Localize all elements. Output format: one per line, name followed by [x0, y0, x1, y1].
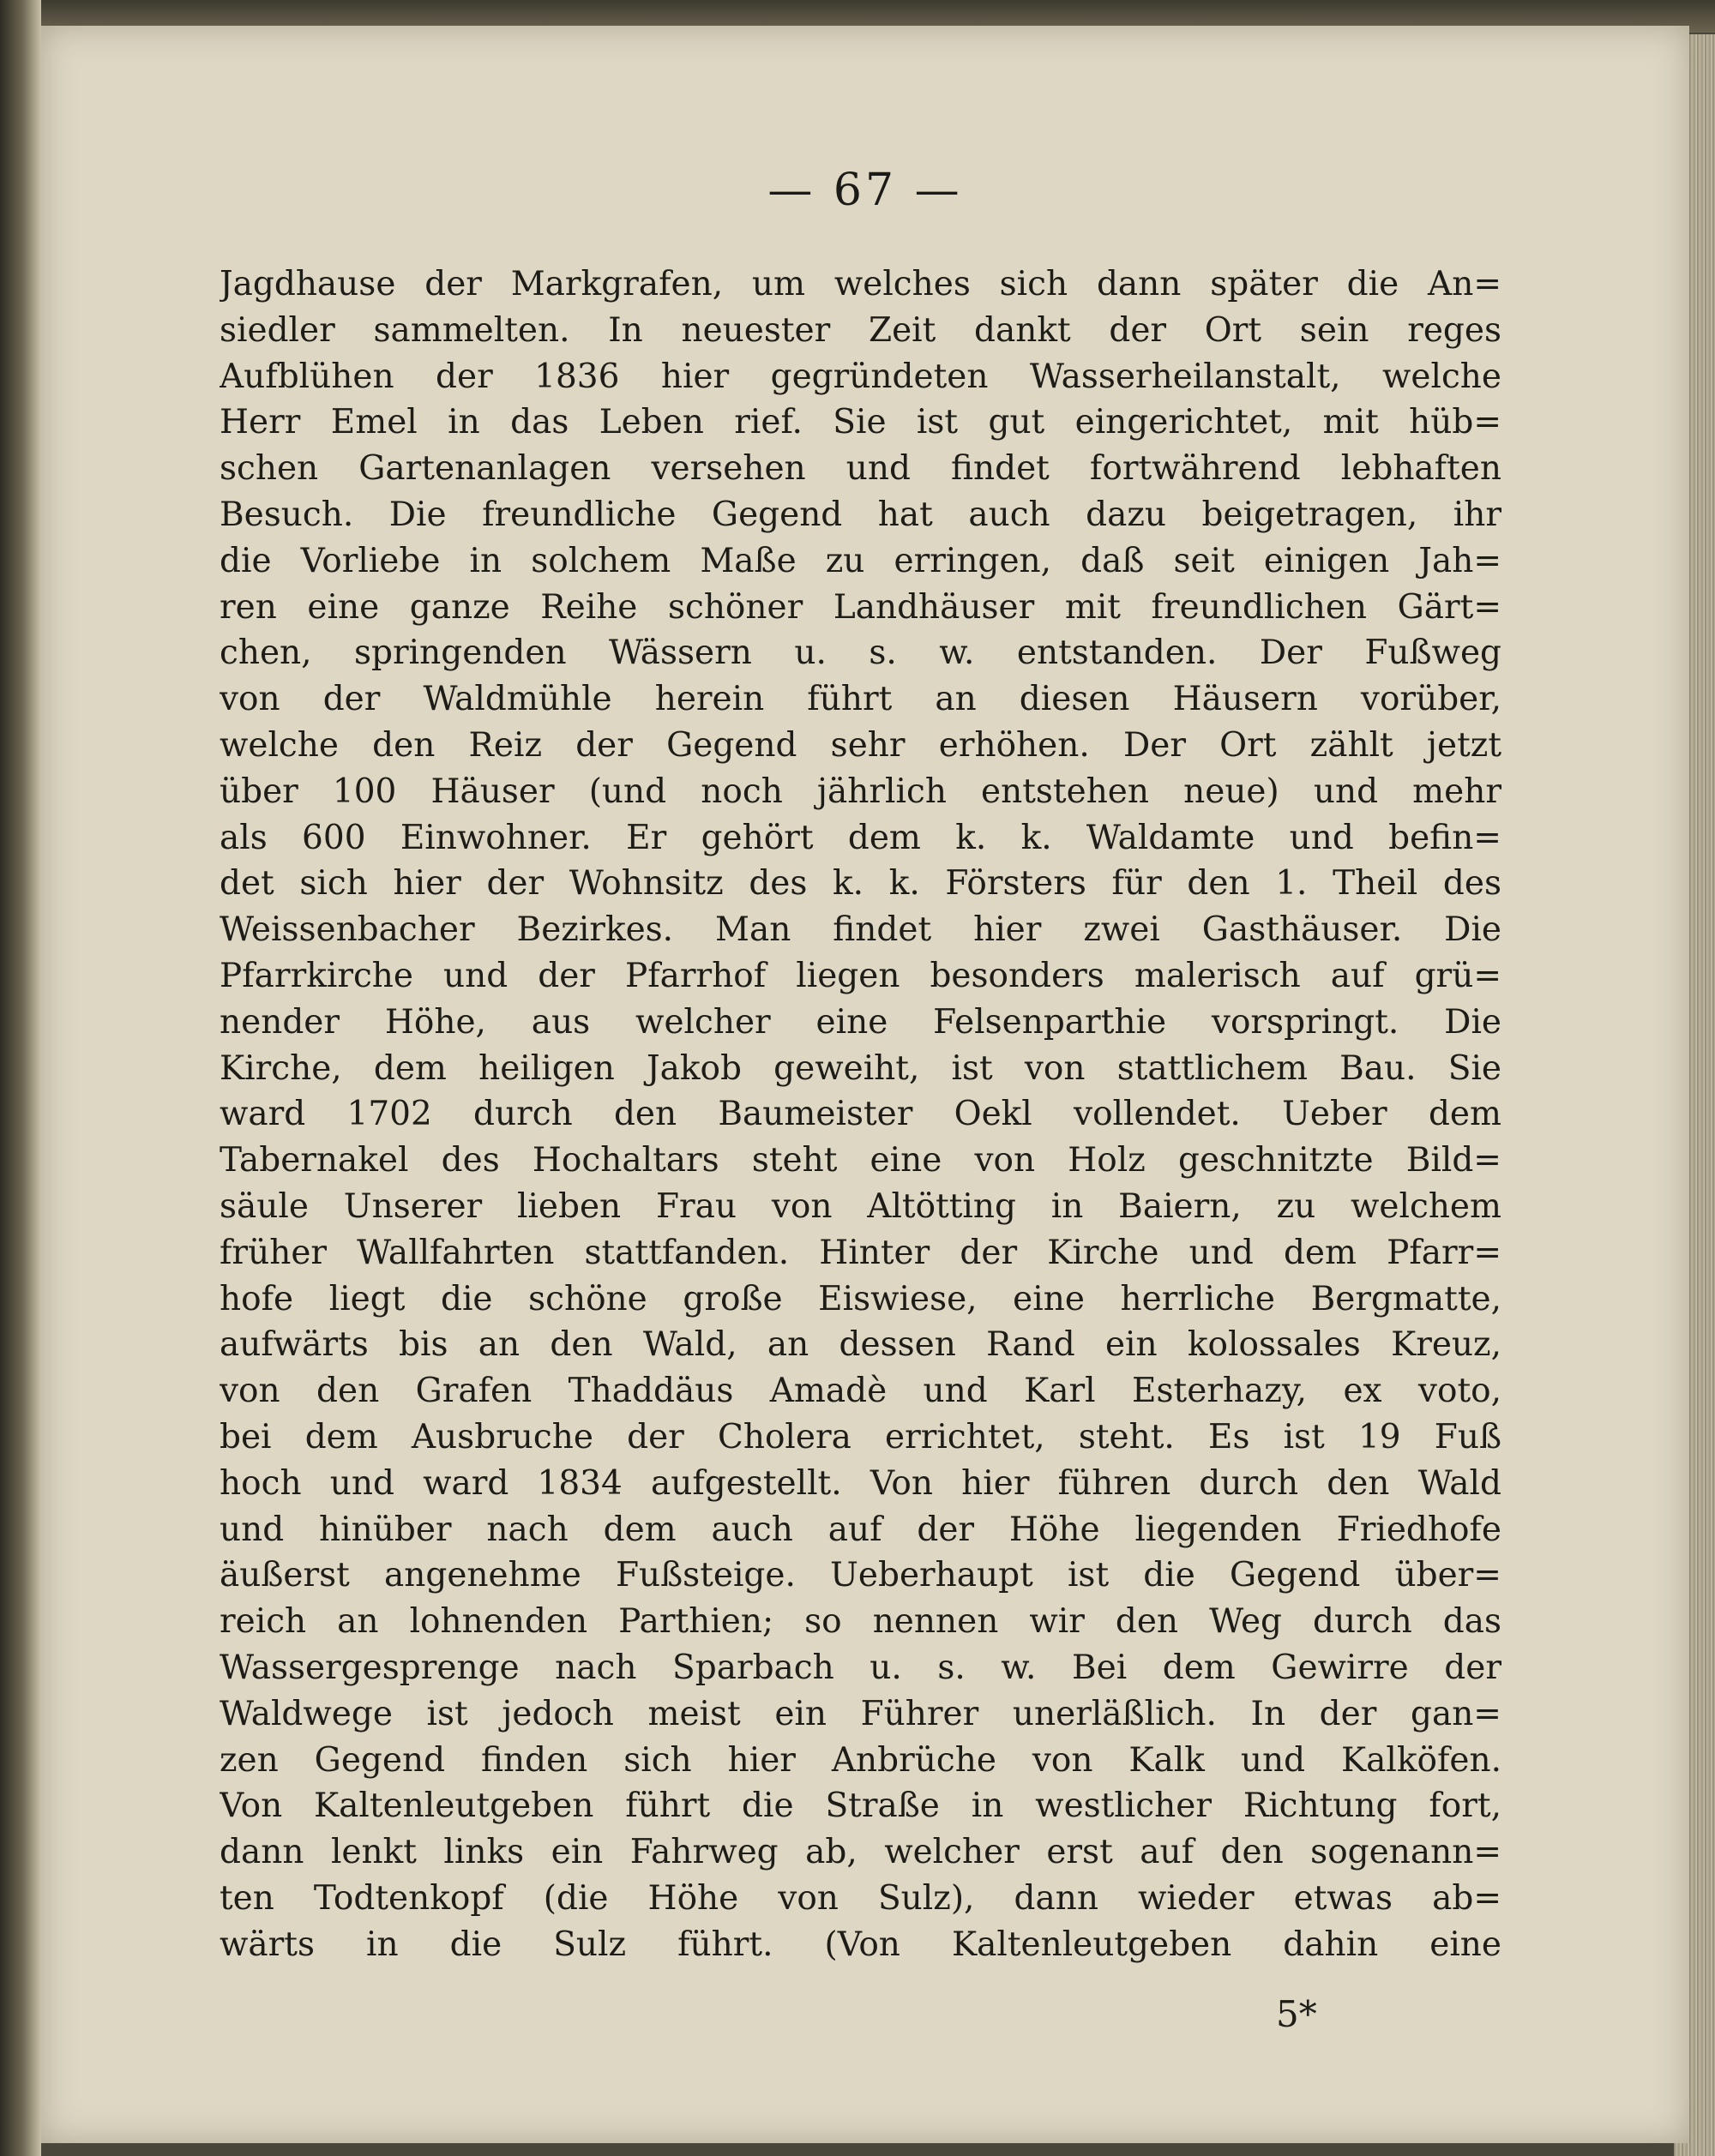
text-line: Weissenbacher Bezirkes. Man findet hier zwei Gasthäuser. Die: [220, 910, 1501, 950]
text-line: Kirche, dem heiligen Jakob geweiht, ist von stattlichem Bau. Sie: [220, 1048, 1501, 1088]
text-line: Tabernakel des Hochaltars steht eine von Holz geschnitzte Bild=: [220, 1141, 1501, 1180]
text-line: als 600 Einwohner. Er gehört dem k. k. Waldamte und befin=: [220, 818, 1501, 857]
text-line: und hinüber nach dem auch auf der Höhe liegenden Friedhofe: [220, 1510, 1501, 1549]
text-line: bei dem Ausbruche der Cholera errichtet, steht. Es ist 19 Fuß: [220, 1417, 1501, 1456]
text-line: von den Grafen Thaddäus Amadè und Karl Esterhazy, ex voto,: [220, 1372, 1501, 1411]
text-line: ren eine ganze Reihe schöner Landhäuser mit freundlichen Gärt=: [220, 587, 1501, 627]
text-line: det sich hier der Wohnsitz des k. k. Försters für den 1. Theil des: [220, 864, 1501, 904]
page-number: — 67 —: [767, 165, 963, 216]
text-line: säule Unserer lieben Frau von Altötting in Baiern, zu welchem: [220, 1186, 1501, 1226]
text-line: dann lenkt links ein Fahrweg ab, welcher erst auf den sogenann=: [220, 1833, 1501, 1872]
body-text: [220, 261, 1501, 1967]
text-line: reich an lohnenden Parthien; so nennen wir den Weg durch das: [220, 1602, 1501, 1642]
text-line: Aufblühen der 1836 hier gegründeten Wasserheilanstalt, welche: [220, 357, 1501, 396]
text-line: siedler sammelten. In neuester Zeit dankt der Ort sein reges: [220, 310, 1501, 350]
text-line: aufwärts bis an den Wald, an dessen Rand ein kolossales Kreuz,: [220, 1325, 1501, 1365]
text-line: Jagdhause der Markgrafen, um welches sich dann später die An=: [220, 265, 1501, 303]
text-line: welche den Reiz der Gegend sehr erhöhen. Der Ort zählt jetzt: [220, 725, 1501, 765]
signature-mark: 5*: [1276, 1993, 1317, 2035]
text-line: äußerst angenehme Fußsteige. Ueberhaupt ist die Gegend über=: [220, 1556, 1501, 1595]
text-line: früher Wallfahrten stattfanden. Hinter der Kirche und dem Pfarr=: [220, 1233, 1501, 1272]
text-line: hofe liegt die schöne große Eiswiese, eine herrliche Bergmatte,: [220, 1279, 1501, 1318]
text-line: Von Kaltenleutgeben führt die Straße in westlicher Richtung fort,: [220, 1787, 1501, 1826]
text-line: wärts in die Sulz führt. (Von Kaltenleutgeben dahin eine: [220, 1925, 1501, 1964]
text-line: die Vorliebe in solchem Maße zu erringen, daß seit einigen Jah=: [220, 541, 1501, 580]
text-line: nender Höhe, aus welcher eine Felsenparthie vorspringt. Die: [220, 1002, 1501, 1042]
text-line: ten Todtenkopf (die Höhe von Sulz), dann wieder etwas ab=: [220, 1878, 1501, 1918]
text-line: Wassergesprenge nach Sparbach u. s. w. Bei dem Gewirre der: [220, 1648, 1501, 1687]
text-line: zen Gegend finden sich hier Anbrüche von Kalk und Kalköfen.: [220, 1740, 1501, 1780]
text-line: schen Gartenanlagen versehen und findet fortwährend lebhaften: [220, 449, 1501, 489]
text-line: Waldwege ist jedoch meist ein Führer unerläßlich. In der gan=: [220, 1694, 1501, 1733]
book-page: [41, 26, 1689, 2143]
text-line: chen, springenden Wässern u. s. w. entstanden. Der Fußweg: [220, 634, 1501, 673]
text-line: Besuch. Die freundliche Gegend hat auch dazu beigetragen, ihr: [220, 495, 1501, 534]
text-line: von der Waldmühle herein führt an diesen Häusern vorüber,: [220, 680, 1501, 719]
text-line: Herr Emel in das Leben rief. Sie ist gut eingerichtet, mit hüb=: [220, 403, 1501, 442]
previous-page-edge: [0, 0, 41, 2156]
text-line: hoch und ward 1834 aufgestellt. Von hier führen durch den Wald: [220, 1463, 1501, 1503]
text-line: über 100 Häuser (und noch jährlich entstehen neue) und mehr: [220, 772, 1501, 811]
text-line: ward 1702 durch den Baumeister Oekl vollendet. Ueber dem: [220, 1095, 1501, 1134]
text-line: Pfarrkirche und der Pfarrhof liegen besonders malerisch auf grü=: [220, 956, 1501, 995]
